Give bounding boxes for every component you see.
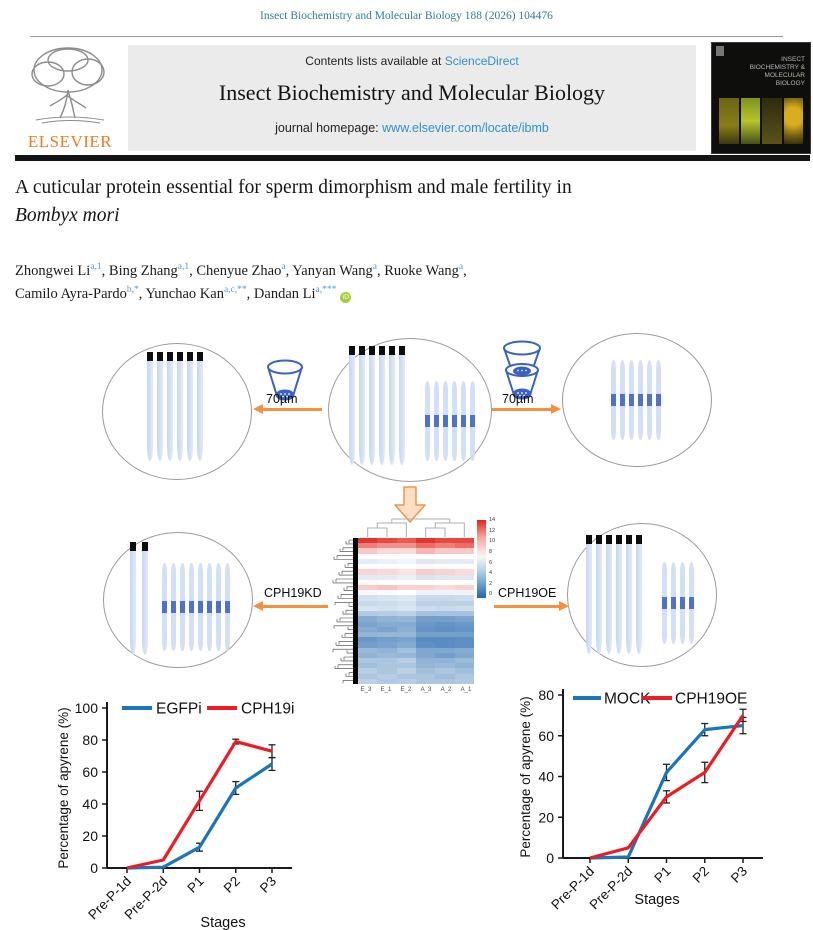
apyrene-sperm: [656, 360, 661, 440]
author: Ruoke Wang$^a$: [384, 262, 464, 279]
svg-text:Pre-P-1d: Pre-P-1d: [548, 863, 598, 910]
svg-text:60: 60: [538, 727, 554, 744]
contents-line: Contents lists available at ScienceDirect: [305, 54, 519, 68]
article-title-species: Bombyx mori: [15, 204, 120, 226]
eupyrene-sperm: [147, 353, 153, 461]
author: Bing Zhang$^{a,1}$: [108, 262, 190, 279]
graphical-abstract: [0, 318, 813, 930]
svg-text:P1: P1: [184, 873, 207, 896]
sperm-circle-cph19kd-result: [103, 532, 253, 668]
elsevier-tree-icon: [18, 44, 122, 126]
svg-text:EGFPi: EGFPi: [156, 700, 202, 718]
apyrene-sperm: [620, 360, 625, 440]
eupyrene-sperm: [359, 347, 365, 465]
apyrene-sperm: [452, 381, 457, 461]
arrow-to-eupyrene: [262, 408, 322, 411]
apyrene-sperm: [662, 562, 667, 644]
apyrene-sperm: [671, 562, 676, 644]
svg-text:80: 80: [538, 687, 554, 703]
author: Zhongwei Li$^{a,1}$: [15, 262, 102, 279]
svg-text:0: 0: [546, 850, 554, 866]
svg-text:60: 60: [82, 764, 98, 780]
orcid-icon[interactable]: iD: [340, 292, 351, 303]
eupyrene-sperm: [596, 536, 602, 654]
apyrene-sperm: [225, 563, 230, 651]
apyrene-sperm: [425, 381, 430, 461]
apyrene-sperm: [629, 360, 634, 440]
author-list: Zhongwei Li$^{a,1}$, Bing Zhang$^{a,1}$, Chenyue Zhao$^a$, Yanyan Wang$^a$, Ruoke Wang$^a$, Camilo Ayra-Pardo$^{b,*}$, Yunchao Kan$^{a,c,**}$, Dandan $Li^{a,***}iD$: [15, 262, 467, 303]
svg-text:Stages: Stages: [634, 892, 680, 908]
svg-text:Percentage of apyrene (%): Percentage of apyrene (%): [518, 696, 533, 858]
eupyrene-sperm: [636, 536, 642, 654]
eupyrene-sperm: [177, 353, 183, 461]
svg-text:P3: P3: [727, 863, 751, 886]
apyrene-sperm: [443, 381, 448, 461]
svg-text:P2: P2: [689, 863, 712, 886]
cph19oe-arrow: [494, 605, 560, 608]
heatmap-column-dendrogram: [358, 516, 474, 537]
author: Chenyue Zhao$^a$: [196, 262, 286, 279]
elsevier-wordmark: ELSEVIER: [27, 132, 113, 151]
apyrene-sperm: [461, 381, 466, 461]
author: Dandan $Li^{a,***}iD$: [254, 286, 351, 302]
apyrene-sperm: [611, 360, 616, 440]
cover-title: INSECT BIOCHEMISTRY & MOLECULAR BIOLOGY: [749, 56, 805, 88]
eupyrene-sperm: [389, 347, 395, 465]
eupyrene-sperm: [379, 347, 385, 465]
sperm-circle-apyrene-only: [562, 333, 712, 467]
cph19kd-label: CPH19KD: [264, 586, 322, 600]
apyrene-sperm: [189, 563, 194, 651]
cph19kd-arrow: [262, 605, 328, 608]
apyrene-sperm: [162, 563, 167, 651]
apyrene-percentage-chart-rnai: [55, 678, 390, 930]
eupyrene-sperm: [187, 353, 193, 461]
apyrene-sperm: [198, 563, 203, 651]
svg-text:P2: P2: [220, 873, 243, 896]
article-title: [15, 174, 745, 229]
eupyrene-sperm: [399, 347, 405, 465]
apyrene-sperm: [647, 360, 652, 440]
svg-text:Stages: Stages: [200, 915, 246, 930]
cph19oe-label: CPH19OE: [498, 586, 557, 600]
eupyrene-sperm: [142, 543, 148, 655]
masthead-divider: [15, 155, 810, 161]
filter-size-label-left: 70µm: [266, 392, 298, 406]
apyrene-sperm: [216, 563, 221, 651]
svg-text:CPH19OE: CPH19OE: [675, 690, 748, 708]
cover-publisher-mark: [716, 46, 724, 56]
sperm-circle-cph19oe-result: [567, 523, 717, 667]
elsevier-logo[interactable]: [14, 44, 126, 152]
apyrene-sperm: [207, 563, 212, 651]
arrow-to-apyrene: [492, 408, 552, 411]
svg-text:Percentage of apyrene (%): Percentage of apyrene (%): [56, 707, 71, 869]
masthead-center: [128, 45, 696, 151]
eupyrene-sperm: [586, 536, 592, 654]
eupyrene-sperm: [616, 536, 622, 654]
cover-artwork: [719, 98, 803, 144]
homepage-line: journal homepage: www.elsevier.com/locate/ibmb: [275, 121, 549, 135]
svg-text:P1: P1: [651, 863, 674, 886]
svg-text:20: 20: [82, 828, 98, 844]
author: Camilo Ayra-Pardo$^{b,*}$: [15, 285, 139, 303]
svg-text:Pre-P-1d: Pre-P-1d: [85, 873, 135, 923]
apyrene-sperm: [434, 381, 439, 461]
eupyrene-sperm: [369, 347, 375, 465]
eupyrene-sperm: [130, 543, 136, 655]
heatmap-colorbar-ticks: 14 12 10 8 6 4 2 0: [489, 517, 496, 598]
eupyrene-sperm: [197, 353, 203, 461]
journal-homepage-link[interactable]: www.elsevier.com/locate/ibmb: [382, 121, 549, 135]
svg-text:0: 0: [90, 860, 98, 876]
heatmap-colorbar: [477, 520, 486, 598]
eupyrene-sperm: [606, 536, 612, 654]
apyrene-sperm: [680, 562, 685, 644]
citation-line: Insect Biochemistry and Molecular Biology 188 (2026) 104476: [260, 10, 553, 22]
author: Yanyan Wang$^a$: [292, 262, 377, 279]
svg-text:P3: P3: [256, 873, 280, 896]
top-rule: [30, 36, 783, 37]
apyrene-sperm: [689, 562, 694, 644]
journal-cover-thumbnail[interactable]: [711, 42, 811, 154]
svg-text:100: 100: [74, 700, 98, 716]
apyrene-sperm: [638, 360, 643, 440]
svg-text:Pre-P-2d: Pre-P-2d: [121, 873, 171, 923]
eupyrene-sperm: [626, 536, 632, 654]
heatmap-column-labels: E_3 E_1 E_2 A_3 A_2 A_1: [360, 687, 472, 693]
sperm-circle-mixed-removed-left: [102, 343, 252, 480]
svg-text:Pre-P-2d: Pre-P-2d: [586, 863, 636, 910]
filter-size-label-right: 70µm: [502, 392, 534, 406]
svg-text:80: 80: [82, 732, 98, 748]
sperm-circle-mixed-source: [328, 338, 492, 482]
svg-text:40: 40: [538, 768, 554, 785]
author: Yunchao Kan$^{a,c,**}$: [145, 285, 247, 303]
heatmap-row-dendrogram: [332, 538, 358, 684]
heatmap-cells: [358, 538, 474, 684]
apyrene-sperm: [180, 563, 185, 651]
apyrene-sperm: [171, 563, 176, 651]
svg-text:40: 40: [82, 796, 98, 812]
apyrene-percentage-chart-overexpression: [485, 662, 813, 910]
svg-text:CPH19i: CPH19i: [241, 700, 295, 718]
journal-title: Insect Biochemistry and Molecular Biology: [218, 80, 606, 105]
svg-text:MOCK: MOCK: [604, 690, 651, 708]
eupyrene-sperm: [157, 353, 163, 461]
eupyrene-sperm: [349, 347, 355, 465]
apyrene-sperm: [470, 381, 475, 461]
eupyrene-sperm: [167, 353, 173, 461]
sciencedirect-link[interactable]: ScienceDirect: [444, 54, 519, 68]
svg-text:20: 20: [538, 809, 554, 826]
article-title-text: A cuticular protein essential for sperm dimorphism and male fertility in: [15, 177, 572, 198]
